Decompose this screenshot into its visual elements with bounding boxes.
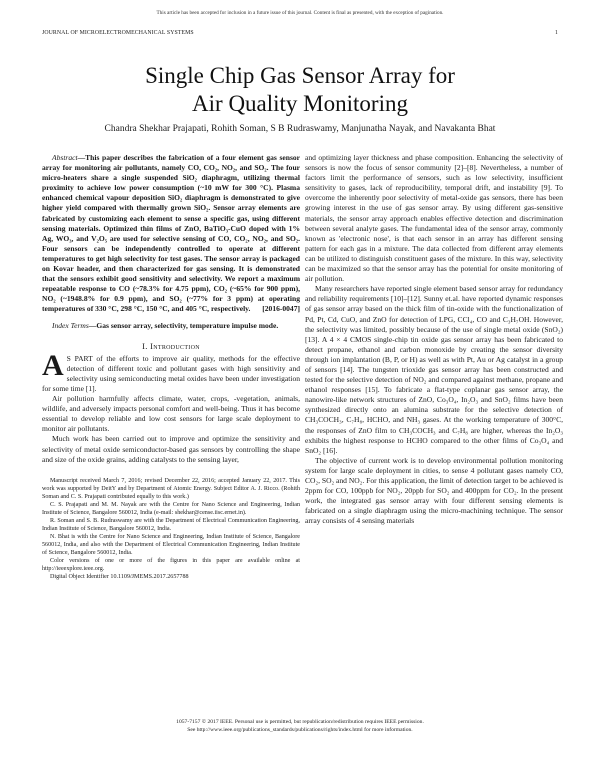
index-terms-text: —Gas sensor array, selectivity, temperature impulse mode. [88,320,279,330]
intro-paragraph-1 [42,348,300,394]
paper-title [0,62,600,118]
running-head [42,30,558,36]
left-column [42,153,300,581]
abstract-text: —This paper describes the fabrication of a four element gas sensor array for monitoring air pollutants, namely CO, CO₂, NO₂, and SO₂. The four micro-heaters share a single suspended SiO₂ diaphragm, utilizing thermal proximity to achieve low power consumption (~10 mW for 300 °C). Plasma enhanced chemical vapour deposition SiO₂ diaphragm is demonstrated to give higher yield compared with thermally grown SiO₂. Sensor array elements are fabricated by customizing each element to sense a specific gas, using different sensing materials. Optimized thin films of ZnO, BaTiO₃-CuO doped with 1% Ag, WO₃, and V₂O₅ are used for selective sensing of CO, CO₂, NO₂, and SO₂. Four sensors can be independently controlled to operate at different temperatures to get high selectivity for test gases. The sensor array is packaged on Kovar header, and then characterized for gas sensing. It is demonstrated that the sensors exhibit good sensitivity and selectivity. We report a maximum repeatable response to CO (~78.3% for 4.75 ppm), CO₂ (~65% for 900 ppm), NO₂ (~1948.8% for 0.9 ppm), and SO₂ (~77% for 3 ppm) at operating temperatures of 330 °C, 298 °C, 150 °C, and 405 °C, respectively. [42,153,300,314]
acceptance-notice: This article has been accepted for inclusion in a future issue of this journal. Content is final as presented, with the exception of pagination. [156,10,444,16]
intro-paragraph-3: Much work has been carried out to improve and optimize the sensitivity and selectivity of metal oxide semiconductor-based gas sensors by controlling the shape and size of the oxide grains, adding catalysts to the sensing layer, [42,434,300,464]
page-number: 1 [555,30,558,36]
right-paragraph-1: and optimizing layer thickness and phase composition. Enhancing the selectivity of sensors is now the focus of sensor community [2]–[8]. Nevertheless, a number of factors limit the performance of sensors, such as low selectivity, insufficient sensitivity to gases, lack of reproducibility, temporal drift, and instability [9]. To overcome the inherently poor selectivity of metal-oxide gas sensors, there has been growing interest in the use of gas sensor array. By using different gas-sensitive materials, the sensor array approach enables effective detection and discrimination between several analyte gases. The fundamental idea of the sensor array, commonly known as 'electronic nose', is that each sensor in an array has different sensing pattern for each gas in a mixture. The data collected from different array elements can be utilized to distinguish constituent gases of the mixture. In this way, selectivity can be maximized so that the sensor array has the potential for onsite monitoring of air pollution. [305,153,563,284]
footnote-color-versions: Color versions of one or more of the figures in this paper are available online at http://ieeexplore.ieee.org. [42,557,300,572]
footnote-doi: Digital Object Identifier 10.1109/JMEMS.2017.2657788 [50,573,189,580]
footnote-affiliation-2: R. Soman and S. B. Rudraswamy are with the Department of Electrical Communication Engineering, Indian Institute of Science, Bangalore 560012, India. [42,517,300,532]
footnote-affiliation-1: C. S. Prajapati and M. M. Nayak are with the Centre for Nano Science and Engineering, Indian Institute of Science, Bangalore 560012, India (e-mail: shekhar@cense.iisc.ernet.in). [42,501,300,516]
manuscript-id: [2016-0047] [262,304,300,314]
title-line-1: Single Chip Gas Sensor Array for [145,63,455,88]
copyright-line-2: See http://www.ieee.org/publications_standards/publications/rights/index.html for more information. [187,727,413,733]
right-paragraph-3: The objective of current work is to develop environmental pollution monitoring system for large scale deployment in cities, to sense 4 pollutant gases namely CO, CO₂, SO₂ and NO₂. For this application, the limit of detection target to be achieved is 2ppm for CO, 100ppb for NO₂, 20ppb for SO₂ and 400ppm for CO₂. In the present work, the integrated gas sensor array with four different sensing elements is fabricated on a single diaphragm using the micro-machining technique. The sensor array consists of 4 sensing materials [305,455,564,526]
abstract [42,153,300,315]
index-terms-label: Index Terms [52,320,89,330]
footnote-manuscript: Manuscript received March 7, 2016; revised December 22, 2016; accepted January 22, 2017. This work was supported by DeitY and by Department of Atomic Energy. Subject Editor A. J. Ricco. (Rohith Soman and C. S. Prajapati contributed equally to this work.) [42,477,300,500]
intro-paragraph-1-text: S PART of the efforts to improve air quality, methods for the effective detection of different toxic and pollutant gases with high sensitivity and selectivity using semiconducting metal oxides have been under investigation for some time [1]. [42,353,300,393]
intro-paragraph-2: Air pollution harmfully affects climate, water, crops, -vegetation, animals, wildlife, and adversely impacts personal comfort and well-being. Thus it has become essential to develop reliable and low cost sensors for large scale deployment to monitor air pollutants. [42,394,300,434]
abstract-label: Abstract [52,153,78,162]
title-line-2: Air Quality Monitoring [192,91,408,116]
right-column [305,153,563,526]
journal-name: JOURNAL OF MICROELECTROMECHANICAL SYSTEMS [42,30,194,36]
section-heading-introduction: I. Introduction [142,340,200,351]
author-list: Chandra Shekhar Prajapati, Rohith Soman, S B Rudraswamy, Manjunatha Nayak, and Navakanta Bhat [104,124,496,134]
footnotes [42,477,300,581]
footnote-affiliation-3: N. Bhat is with the Centre for Nano Science and Engineering, Indian Institute of Science, Bangalore 560012, India, and also with the Department of Electrical Communication Engineering, Indian Institute of Science, Bangalore 560012, India. [42,533,300,556]
copyright-line-1: 1057-7157 © 2017 IEEE. Personal use is permitted, but republication/redistribution requires IEEE permission. [176,719,424,725]
drop-cap: A [42,348,64,382]
right-paragraph-2: Many researchers have reported single element based sensor array for redundancy and reliability requirements [10]–[12]. Sunny et.al. have reported dynamic responses of gas sensor array based on the thick film of tin-oxide with the functionalization of Pd, Pt, Cd, CuO, and ZnO for detection of LPG, CCl₄, CO and C₃H₇OH. However, the selectivity was limited, possibly because of the use of single metal oxide (SnO₂) [13]. A 4 × 4 CMOS single-chip tin oxide gas sensor array has been fabricated to detect propane, ethanol and carbon monoxide by creating the sensor diversity through ion implantation (B, P, or H) as well as with Pt, Au or Ag catalyst in a group of sensors [14]. The tungsten trioxide gas sensor array has been constructed and tested for the selective detection of NO₂ and compared against methane, propane and ethanol responses [15]. To fabricate a flat-type coplanar gas sensor array, the nanowire-like network structures of ZnO, Co₃O₄, In₂O₃ and SnO₂ films have been synthesized directly onto an alumina substrate for the selective detection of CH₃COCH₃, C₇H₈, HCHO, and NH₃ gases. At the working temperature of 300°C, the responses of ZnO film to CH₃COCH₃ and C₇H₈ are higher, whereas the In₂O₃ exhibits the highest response to HCHO compared to the other films of Co₃O₄ and SnO₂ [16]. [305,284,563,455]
index-terms [42,321,300,331]
copyright-notice [0,718,600,734]
